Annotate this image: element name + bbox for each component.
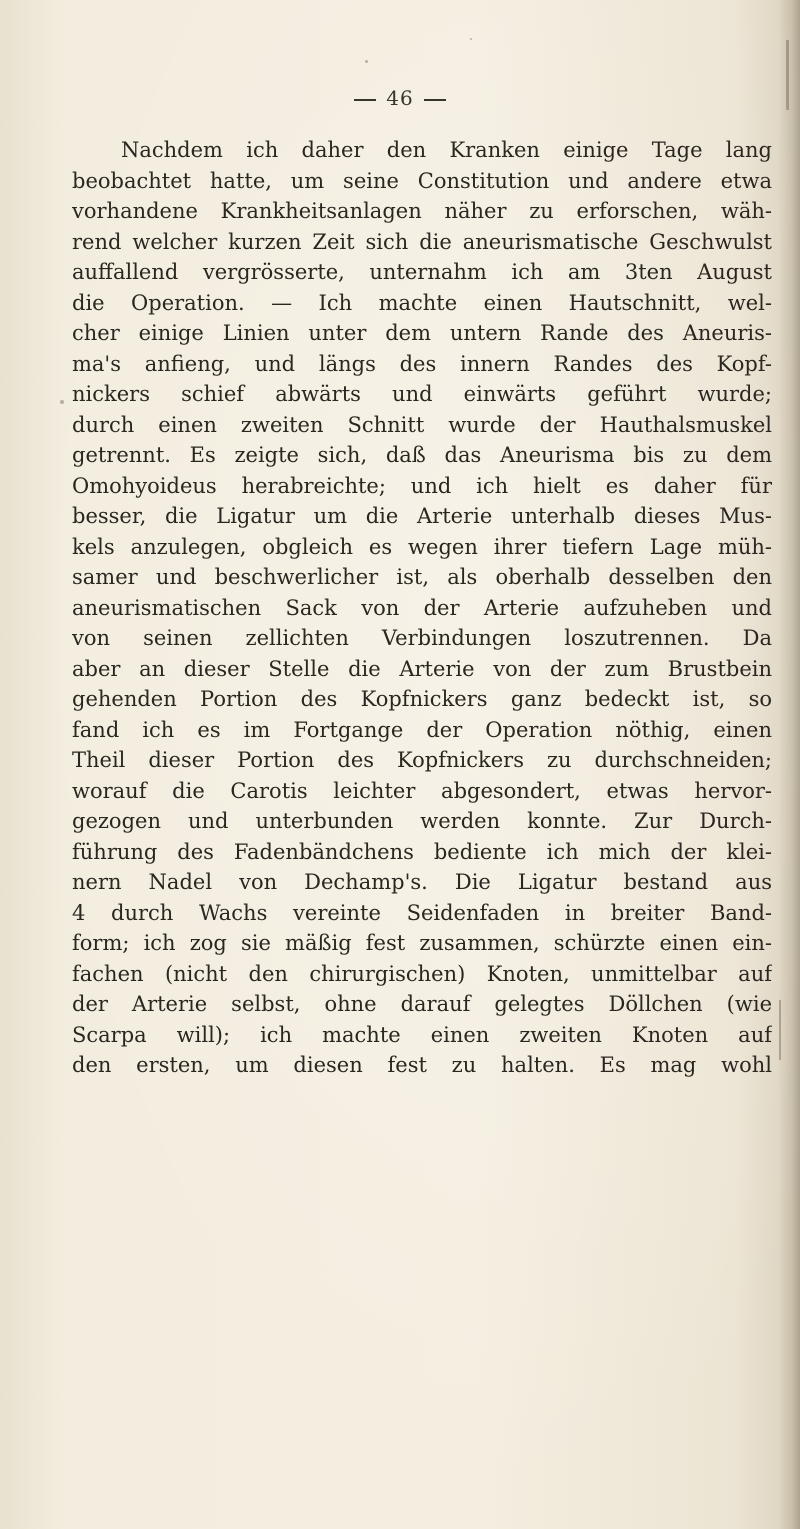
text-line: samer und beschwerlicher ist, als oberhalb desselben den: [72, 565, 772, 589]
text-line: Nachdem ich daher den Kranken einige Tage lang: [121, 138, 772, 162]
page-number: 46: [386, 86, 414, 110]
page-fold-mark: [779, 1000, 781, 1060]
text-line: cher einige Linien unter dem untern Rande des Aneuris-: [72, 321, 772, 345]
text-line: nern Nadel von Dechamp's. Die Ligatur bestand aus: [72, 870, 772, 894]
text-line: form; ich zog sie mäßig fest zusammen, schürzte einen ein-: [72, 931, 772, 955]
text-line: 4 durch Wachs vereinte Seidenfaden in breiter Band-: [72, 900, 772, 925]
text-line: nickers schief abwärts und einwärts geführt wurde;: [72, 382, 772, 406]
text-line: ma's anfieng, und längs des innern Randes des Kopf-: [72, 351, 772, 376]
text-line: Scarpa will); ich machte einen zweiten Knoten auf: [72, 1022, 772, 1047]
text-line: von seinen zellichten Verbindungen loszutrennen. Da: [72, 626, 772, 650]
paper-speck: [365, 60, 368, 63]
text-line: besser, die Ligatur um die Arterie unterhalb dieses Mus-: [72, 504, 772, 528]
text-line: worauf die Carotis leichter abgesondert, etwas hervor-: [72, 778, 772, 803]
header-dash-left: [354, 99, 376, 101]
text-line: gezogen und unterbunden werden konnte. Zur Durch-: [72, 809, 772, 833]
text-line: aber an dieser Stelle die Arterie von der zum Brustbein: [72, 656, 772, 681]
text-line: vorhandene Krankheitsanlagen näher zu erforschen, wäh-: [72, 199, 772, 223]
text-line: Theil dieser Portion des Kopfnickers zu durchschneiden;: [72, 748, 772, 772]
header-dash-right: [424, 99, 446, 101]
page-header: [0, 86, 800, 110]
text-line: fachen (nicht den chirurgischen) Knoten, unmittelbar auf: [72, 961, 772, 986]
text-line: aneurismatischen Sack von der Arterie aufzuheben und: [72, 595, 772, 620]
page-fold-mark: [786, 40, 789, 110]
text-line: Omohyoideus herabreichte; und ich hielt es daher für: [72, 473, 772, 498]
text-line: auffallend vergrösserte, unternahm ich am 3ten August: [72, 260, 772, 284]
paper-speck: [60, 400, 64, 404]
text-line: rend welcher kurzen Zeit sich die aneurismatische Geschwulst: [72, 229, 772, 254]
text-line: beobachtet hatte, um seine Constitution und andere etwa: [72, 168, 772, 193]
text-line: getrennt. Es zeigte sich, daß das Aneurisma bis zu dem: [72, 443, 772, 467]
text-line: führung des Fadenbändchens bediente ich mich der klei-: [72, 839, 772, 864]
text-line: durch einen zweiten Schnitt wurde der Hauthalsmuskel: [72, 412, 772, 437]
text-line: gehenden Portion des Kopfnickers ganz bedeckt ist, so: [72, 687, 772, 711]
text-line: fand ich es im Fortgange der Operation nöthig, einen: [72, 717, 772, 742]
page-edge-shadow: [778, 0, 800, 1529]
body-text: [72, 135, 772, 1081]
text-line: den ersten, um diesen fest zu halten. Es mag wohl: [72, 1053, 772, 1077]
text-line: kels anzulegen, obgleich es wegen ihrer tiefern Lage müh-: [72, 534, 772, 559]
paper-speck: [470, 38, 472, 40]
text-line: die Operation. — Ich machte einen Hautschnitt, wel-: [72, 290, 772, 315]
text-line: der Arterie selbst, ohne darauf gelegtes Döllchen (wie: [72, 992, 772, 1016]
